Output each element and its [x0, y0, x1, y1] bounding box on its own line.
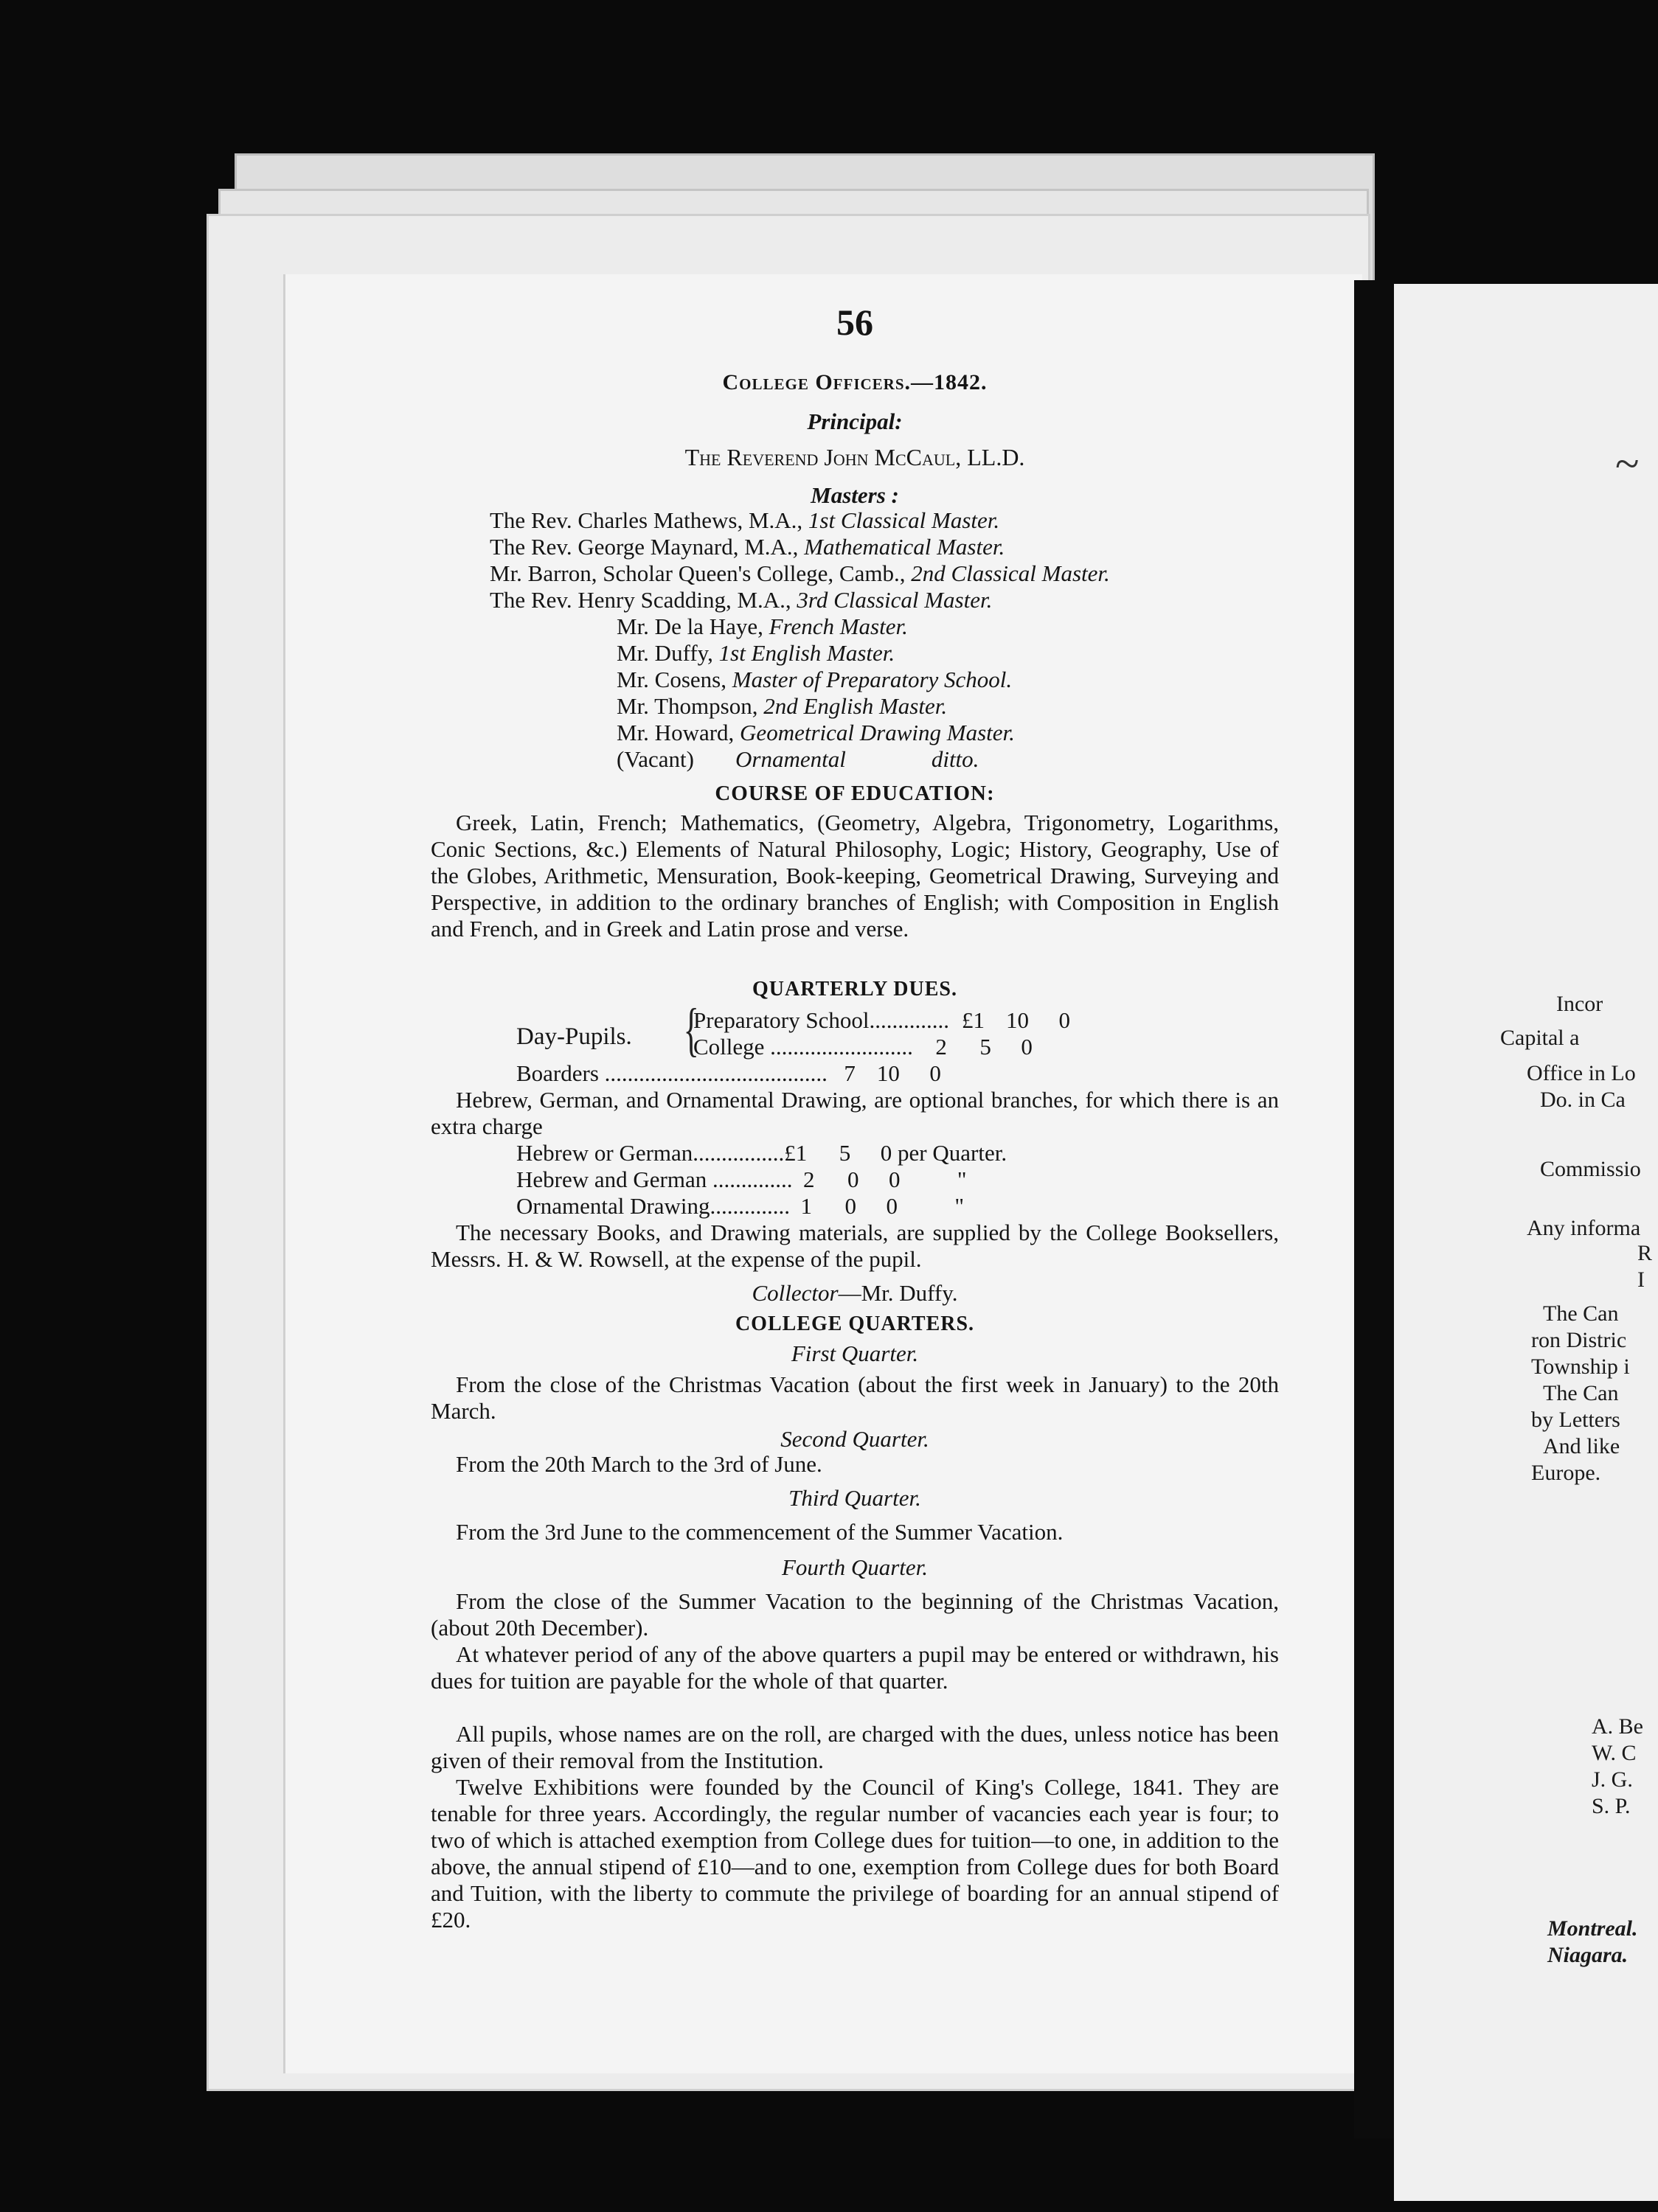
second-quarter-text: From the 20th March to the 3rd of June. [456, 1451, 822, 1477]
facing-line: S. P. [1592, 1794, 1631, 1818]
facing-line: J. G. [1592, 1767, 1633, 1792]
fourth-quarter-heading: Fourth Quarter. [781, 1554, 929, 1580]
book-gutter [1354, 280, 1394, 2138]
dues-heading: QUARTERLY DUES. [752, 978, 957, 1001]
fourth-quarter-text: From the close of the Summer Vacation to the beginning of the Christmas Vacation, (about 20th December). [431, 1588, 1279, 1641]
facing-line: Any informa [1527, 1216, 1641, 1240]
master-entry: Mr. Cosens, Master of Preparatory School. [617, 667, 1013, 692]
course-text: Greek, Latin, French; Mathematics, (Geometry, Algebra, Trigonometry, Logarithms, Conic Sections, &c.) Elements of Natural Philosophy, Logic; History, Geography, Use of the Globes, Arithmetic, Mensuration, Book-keeping, Geometrical Drawing, Surveying and Perspective, in addition to the ordinary branches of English; with Composition in English and French, and in Greek and Latin prose and verse. [431, 810, 1279, 942]
books-text: The necessary Books, and Drawing materials, are supplied by the College Booksellers, Messrs. H. & W. Rowsell, at the expense of the pupil. [431, 1220, 1279, 1272]
first-quarter-text: From the close of the Christmas Vacation (about the first week in January) to the 20th March. [431, 1371, 1279, 1424]
facing-line: Niagara. [1547, 1943, 1628, 1967]
principal-name: The Reverend John McCaul, LL.D. [684, 444, 1025, 470]
master-entry: The Rev. Charles Mathews, M.A., 1st Classical Master. [490, 507, 1000, 533]
third-quarter-text: From the 3rd June to the commencement of the Summer Vacation. [456, 1519, 1064, 1545]
facing-line: Office in Lo [1527, 1061, 1636, 1085]
exhibitions-text: Twelve Exhibitions were founded by the Council of King's College, 1841. They are tenable for three years. Accordingly, the regular number of vacancies each year is four; to two of which is attached exemption from College dues for tuition—to one, in addition to the above, the annual stipend of £10—and to one, exemption from College dues for both Board and Tuition, with the liberty to commute the privilege of boarding for an annual stipend of £20. [431, 1774, 1279, 1933]
dues-row: Boarders ....................................... 7 10 0 [516, 1060, 941, 1086]
optional-row: Hebrew and German .............. 2 0 0 " [516, 1166, 967, 1192]
first-quarter-heading: First Quarter. [791, 1340, 919, 1366]
facing-line: R [1637, 1241, 1653, 1265]
course-heading: COURSE OF EDUCATION: [715, 782, 995, 805]
masters-heading: Masters : [811, 482, 899, 508]
facing-line: by Letters [1531, 1408, 1620, 1432]
page-number: 56 [836, 302, 873, 343]
roll-text: All pupils, whose names are on the roll, are charged with the dues, unless notice has been given of their removal from the Institution. [431, 1721, 1279, 1773]
facing-line: Incor [1556, 992, 1603, 1016]
facing-line: Do. in Ca [1540, 1088, 1626, 1112]
withdrawal-text: At whatever period of any of the above quarters a pupil may be entered or withdrawn, his dues for tuition are payable for the whole of that quarter. [431, 1641, 1279, 1694]
facing-line: I [1637, 1267, 1645, 1292]
collector-line: Collector—Mr. Duffy. [752, 1280, 958, 1306]
master-entry: The Rev. Henry Scadding, M.A., 3rd Classical Master. [490, 587, 993, 613]
master-entry: Mr. Barron, Scholar Queen's College, Camb., 2nd Classical Master. [490, 560, 1110, 586]
facing-line: A. Be [1592, 1714, 1643, 1739]
third-quarter-heading: Third Quarter. [788, 1485, 921, 1511]
master-entry: The Rev. George Maynard, M.A., Mathematical Master. [490, 534, 1005, 560]
facing-line: Capital a [1500, 1026, 1580, 1050]
optional-row: Hebrew or German................£1 5 0 per Quarter. [516, 1140, 1007, 1166]
facing-line: The Can [1543, 1381, 1619, 1405]
optional-text: Hebrew, German, and Ornamental Drawing, are optional branches, for which there is an extra charge [431, 1087, 1279, 1139]
facing-line: Europe. [1531, 1461, 1601, 1485]
master-entry: (Vacant) Ornamental ditto. [617, 746, 979, 772]
page-title: College Officers.—1842. [722, 370, 988, 394]
second-quarter-heading: Second Quarter. [780, 1426, 929, 1452]
master-entry: Mr. De la Haye, French Master. [617, 613, 908, 639]
master-entry: Mr. Duffy, 1st English Master. [617, 640, 895, 666]
principal-heading: Principal: [807, 408, 903, 434]
ornament-mark: ~ [1615, 439, 1640, 488]
facing-line: And like [1543, 1434, 1620, 1458]
facing-line: Montreal. [1547, 1916, 1638, 1941]
dues-row: Preparatory School.............. £1 10 0 [693, 1007, 1070, 1033]
day-pupils-label: Day-Pupils. [516, 1023, 632, 1050]
facing-line: ron Distric [1531, 1328, 1627, 1352]
master-entry: Mr. Thompson, 2nd English Master. [617, 693, 948, 719]
master-entry: Mr. Howard, Geometrical Drawing Master. [617, 720, 1015, 745]
brace-symbol: { [683, 998, 699, 1062]
facing-line: The Can [1543, 1301, 1619, 1326]
facing-line: Commissio [1540, 1157, 1641, 1181]
optional-row: Ornamental Drawing.............. 1 0 0 " [516, 1193, 965, 1219]
facing-line: W. C [1592, 1741, 1637, 1765]
quarters-heading: COLLEGE QUARTERS. [735, 1312, 975, 1335]
dues-row: College ......................... 2 5 0 [693, 1034, 1033, 1060]
facing-line: Township i [1531, 1354, 1630, 1379]
facing-page [1394, 284, 1658, 2201]
